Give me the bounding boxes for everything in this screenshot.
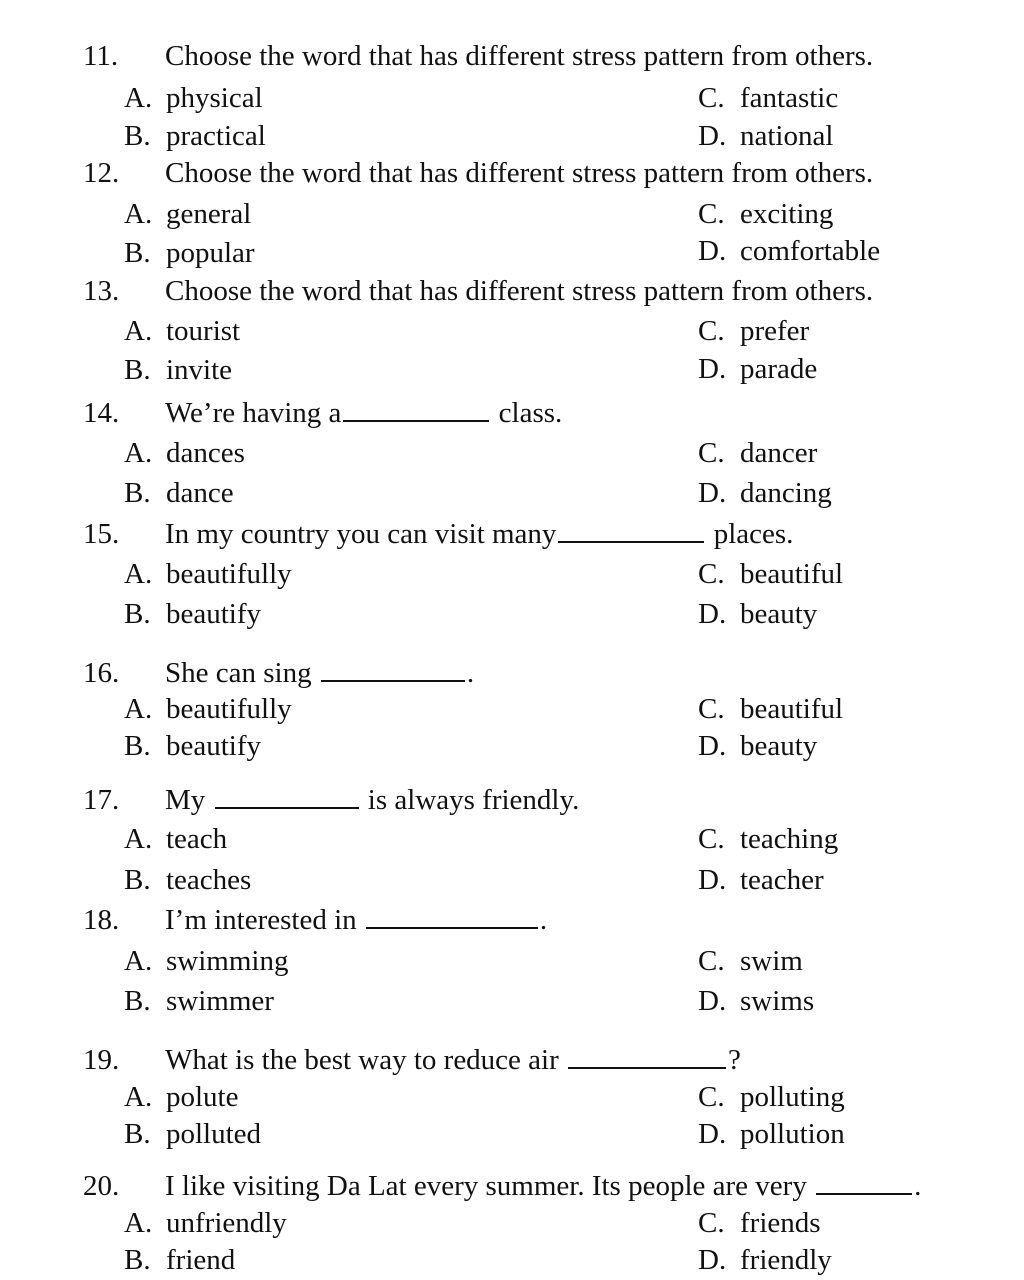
question-number: 13. [83, 275, 120, 307]
option-c[interactable] [698, 80, 838, 116]
option-letter: A. [124, 1207, 153, 1239]
option-d[interactable] [698, 862, 824, 898]
option-text: dance [166, 477, 234, 509]
question-number: 14. [83, 397, 120, 429]
option-text: friend [166, 1244, 236, 1276]
option-letter: A. [124, 693, 153, 725]
option-a[interactable] [124, 821, 227, 857]
option-text: physical [166, 82, 263, 114]
option-c[interactable] [698, 1079, 845, 1115]
question-text-after: is always friendly. [367, 784, 580, 816]
option-letter: A. [124, 945, 153, 977]
option-letter: D. [698, 730, 727, 762]
option-a[interactable] [124, 691, 292, 727]
answer-blank [816, 1169, 912, 1195]
option-d[interactable] [698, 233, 880, 269]
option-a[interactable] [124, 196, 251, 232]
option-letter: C. [698, 437, 725, 469]
option-text: polluted [166, 1118, 262, 1150]
option-d[interactable] [698, 1116, 845, 1152]
question-text [165, 1042, 741, 1078]
question-number: 12. [83, 157, 120, 189]
option-c[interactable] [698, 691, 843, 727]
option-text: swims [740, 985, 815, 1017]
question-text [165, 1168, 921, 1204]
answer-blank [558, 517, 704, 543]
option-text: tourist [166, 315, 241, 347]
question-text-after: places. [713, 518, 794, 550]
question-text-before: She can sing [165, 657, 312, 689]
option-letter: C. [698, 1207, 725, 1239]
option-text: exciting [740, 198, 834, 230]
option-letter: C. [698, 1081, 725, 1113]
question-text-before: I’m interested in [165, 904, 357, 936]
option-b[interactable] [124, 475, 234, 511]
option-letter: B. [124, 1118, 151, 1150]
option-letter: C. [698, 945, 725, 977]
option-text: national [740, 120, 834, 152]
answer-blank [321, 656, 465, 682]
option-letter: C. [698, 693, 725, 725]
option-b[interactable] [124, 235, 255, 271]
question-text [165, 395, 562, 431]
question-text-after: . [914, 1170, 922, 1202]
option-letter: A. [124, 437, 153, 469]
option-a[interactable] [124, 943, 288, 979]
option-d[interactable] [698, 1242, 832, 1278]
option-letter: D. [698, 1244, 727, 1276]
option-c[interactable] [698, 1205, 821, 1241]
option-b[interactable] [124, 118, 266, 154]
option-text: comfortable [740, 235, 881, 267]
option-text: general [166, 198, 252, 230]
question-text-after: ? [728, 1044, 741, 1076]
question-number: 17. [83, 784, 120, 816]
question-text-after: . [539, 904, 548, 936]
option-a[interactable] [124, 556, 292, 592]
option-c[interactable] [698, 821, 838, 857]
option-d[interactable] [698, 475, 832, 511]
question-text-before: What is the best way to reduce air [165, 1044, 559, 1076]
option-text: unfriendly [166, 1207, 287, 1239]
question-number: 20. [83, 1170, 120, 1202]
option-c[interactable] [698, 556, 843, 592]
question-text-before: We’re having a [165, 397, 342, 429]
option-text: polute [166, 1081, 239, 1113]
option-d[interactable] [698, 728, 817, 764]
option-letter: B. [124, 864, 151, 896]
option-letter: C. [698, 198, 725, 230]
option-d[interactable] [698, 596, 817, 632]
option-letter: B. [124, 120, 151, 152]
answer-blank [343, 396, 489, 422]
option-text: prefer [740, 315, 810, 347]
question-text-before: My [165, 784, 206, 816]
question-text: Choose the word that has different stress pattern from others. [165, 275, 874, 307]
option-letter: C. [698, 558, 725, 590]
option-c[interactable] [698, 943, 803, 979]
option-letter: A. [124, 315, 153, 347]
option-text: beautiful [740, 693, 844, 725]
option-letter: A. [124, 198, 153, 230]
answer-blank [366, 903, 538, 929]
question-text [165, 902, 547, 938]
option-c[interactable] [698, 435, 817, 471]
option-a[interactable] [124, 80, 263, 116]
question-number: 18. [83, 904, 120, 936]
question-text [165, 782, 579, 818]
option-text: swimmer [166, 985, 274, 1017]
question-text [165, 516, 793, 552]
option-b[interactable] [124, 596, 261, 632]
option-b[interactable] [124, 983, 274, 1019]
option-text: teaching [740, 823, 839, 855]
option-letter: A. [124, 558, 153, 590]
option-text: teach [166, 823, 228, 855]
option-letter: C. [698, 82, 725, 114]
option-d[interactable] [698, 983, 814, 1019]
option-text: beautifully [166, 693, 292, 725]
option-letter: A. [124, 1081, 153, 1113]
option-letter: B. [124, 354, 151, 386]
option-text: fantastic [740, 82, 839, 114]
question-text-before: In my country you can visit many [165, 518, 557, 550]
option-text: practical [166, 120, 266, 152]
option-letter: D. [698, 353, 727, 385]
option-text: beautifully [166, 558, 292, 590]
option-text: popular [166, 237, 255, 269]
option-text: dances [166, 437, 245, 469]
question-text-after: class. [498, 397, 563, 429]
option-text: pollution [740, 1118, 845, 1150]
question-text: Choose the word that has different stress pattern from others. [165, 157, 874, 189]
option-b[interactable] [124, 862, 251, 898]
option-text: beautiful [740, 558, 844, 590]
option-letter: B. [124, 730, 151, 762]
option-d[interactable] [698, 118, 833, 154]
option-letter: D. [698, 985, 727, 1017]
option-a[interactable] [124, 1079, 239, 1115]
option-letter: A. [124, 82, 153, 114]
option-text: swimming [166, 945, 289, 977]
question-text-before: I like visiting Da Lat every summer. Its people are very [165, 1170, 807, 1202]
option-text: dancing [740, 477, 832, 509]
question-text: Choose the word that has different stress pattern from others. [165, 40, 874, 72]
question-text-after: . [466, 657, 475, 689]
option-letter: D. [698, 1118, 727, 1150]
option-text: invite [166, 354, 233, 386]
question-number: 11. [83, 40, 119, 72]
option-text: dancer [740, 437, 818, 469]
option-b[interactable] [124, 1242, 235, 1278]
option-letter: B. [124, 477, 151, 509]
question-text [165, 655, 474, 691]
option-letter: C. [698, 823, 725, 855]
option-text: beautify [166, 598, 262, 630]
option-letter: D. [698, 864, 727, 896]
answer-blank [568, 1043, 726, 1069]
option-b[interactable] [124, 728, 261, 764]
question-number: 16. [83, 657, 120, 689]
option-letter: B. [124, 1244, 151, 1276]
option-letter: D. [698, 477, 727, 509]
option-text: swim [740, 945, 803, 977]
option-b[interactable] [124, 1116, 261, 1152]
option-a[interactable] [124, 1205, 287, 1241]
option-text: beauty [740, 730, 818, 762]
option-c[interactable] [698, 196, 833, 232]
option-text: parade [740, 353, 818, 385]
option-letter: B. [124, 598, 151, 630]
option-d[interactable] [698, 351, 817, 387]
option-b[interactable] [124, 352, 232, 388]
option-letter: D. [698, 120, 727, 152]
option-letter: A. [124, 823, 153, 855]
option-letter: B. [124, 237, 151, 269]
question-number: 19. [83, 1044, 120, 1076]
option-a[interactable] [124, 435, 245, 471]
option-letter: B. [124, 985, 151, 1017]
option-c[interactable] [698, 313, 809, 349]
option-text: polluting [740, 1081, 845, 1113]
option-text: beautify [166, 730, 262, 762]
option-text: friends [740, 1207, 821, 1239]
option-letter: D. [698, 598, 727, 630]
option-letter: C. [698, 315, 725, 347]
option-a[interactable] [124, 313, 240, 349]
option-text: teaches [166, 864, 252, 896]
answer-blank [215, 783, 359, 809]
option-text: teacher [740, 864, 824, 896]
question-number: 15. [83, 518, 120, 550]
option-text: friendly [740, 1244, 832, 1276]
option-letter: D. [698, 235, 727, 267]
option-text: beauty [740, 598, 818, 630]
